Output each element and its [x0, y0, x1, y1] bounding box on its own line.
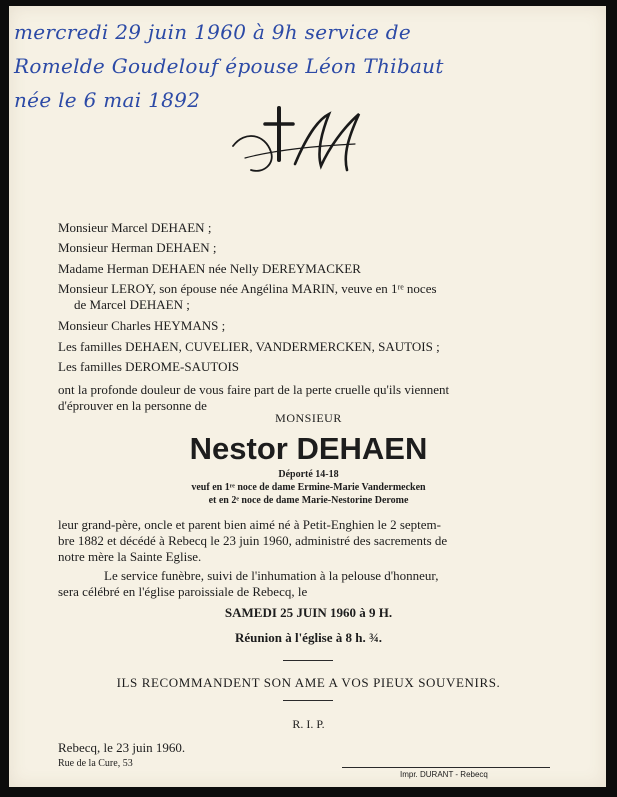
bio-line-3: notre mère la Sainte Eglise. — [58, 549, 202, 564]
handwritten-line-2: Romelde Goudelouf épouse Léon Thibaut — [14, 54, 444, 78]
deceased-name: Nestor DEHAEN — [189, 431, 428, 466]
bio-line-1: leur grand-père, oncle et parent bien aimé né à Petit-Enghien le 2 septem- — [58, 517, 441, 532]
printer-rule — [342, 767, 550, 768]
family-member-6: Les familles DEHAEN, CUVELIER, VANDERMERCKEN, SAUTOIS ; — [58, 339, 440, 354]
family-member-5: Monsieur Charles HEYMANS ; — [58, 318, 226, 333]
family-member-7: Les familles DEROME-SAUTOIS — [58, 359, 240, 374]
divider — [283, 660, 333, 661]
announcement-line-1: ont la profonde douleur de vous faire part de la perte cruelle qu'ils viennent — [58, 382, 450, 397]
closing-line: ILS RECOMMANDENT SON AME A VOS PIEUX SOUVENIRS. — [116, 675, 501, 690]
family-member-3: Madame Herman DEHAEN née Nelly DEREYMACKER — [58, 261, 361, 276]
place-date: Rebecq, le 23 juin 1960. — [58, 740, 186, 755]
divider — [283, 700, 333, 701]
handwritten-line-1: mercredi 29 juin 1960 à 9h service de — [14, 20, 412, 44]
deportation-note: Déporté 14-18 — [278, 469, 339, 480]
rip: R. I. P. — [292, 717, 325, 731]
family-member-4-cont: de Marcel DEHAEN ; — [74, 297, 190, 312]
bio-line-2: bre 1882 et décédé à Rebecq le 23 juin 1960, administré des sacrements de — [58, 533, 448, 548]
cross-monogram-icon — [225, 100, 365, 180]
family-member-1: Monsieur Marcel DEHAEN ; — [58, 220, 212, 235]
family-member-4: Monsieur LEROY, son épouse née Angélina MARIN, veuve en 1ʳᵉ noces — [58, 281, 437, 296]
service-line-1: Le service funèbre, suivi de l'inhumation à la pelouse d'honneur, — [104, 568, 439, 583]
service-line-2: sera célébré en l'église paroissiale de Rebecq, le — [58, 584, 308, 599]
address: Rue de la Cure, 53 — [58, 758, 133, 769]
service-date: SAMEDI 25 JUIN 1960 à 9 H. — [224, 605, 393, 620]
printer-credit: Impr. DURANT - Rebecq — [400, 770, 488, 779]
honorific: MONSIEUR — [275, 411, 342, 425]
widower-line-2: et en 2ᵉ noce de dame Marie-Nestorine Derome — [208, 495, 409, 506]
family-member-2: Monsieur Herman DEHAEN ; — [58, 240, 217, 255]
widower-line-1: veuf en 1ʳᵉ noce de dame Ermine-Marie Vandermecken — [191, 482, 426, 493]
gathering-time: Réunion à l'église à 8 h. ¾. — [235, 630, 382, 645]
handwritten-line-3: née le 6 mai 1892 — [14, 88, 201, 112]
announcement-line-2: d'éprouver en la personne de — [58, 398, 207, 413]
